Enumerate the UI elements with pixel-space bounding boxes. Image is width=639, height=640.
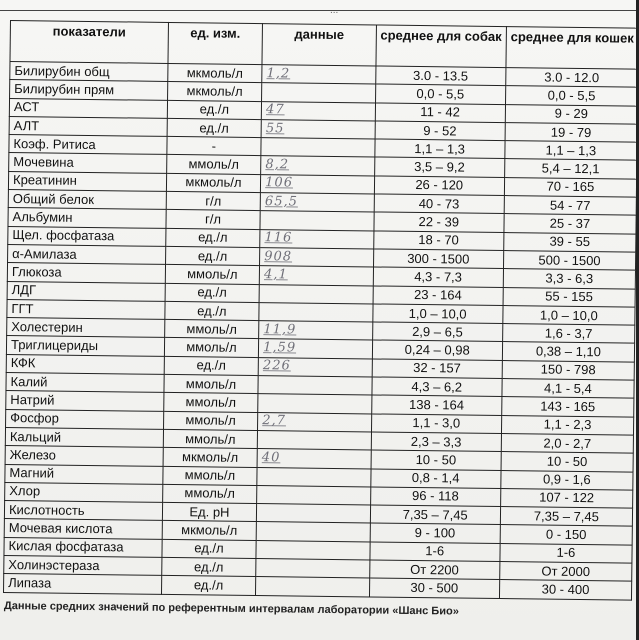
unit-cell: ммоль/л [164, 338, 259, 357]
header-cats-average: среднее для кошек [506, 27, 639, 70]
unit-cell: ед./л [165, 283, 260, 302]
parameter-cell: Альбумин [8, 208, 166, 228]
cat-range-cell: 54 - 77 [504, 196, 636, 216]
dog-range-cell: 10 - 50 [371, 450, 501, 470]
header-unit: ед. изм. [168, 22, 263, 64]
cat-range-cell: 1-6 [500, 543, 632, 563]
header-dogs-average: среднее для собак [376, 25, 507, 68]
data-cell: 4,1 [259, 266, 373, 286]
cat-range-cell: 0,0 - 5,5 [505, 86, 637, 106]
data-cell [260, 211, 374, 231]
cat-range-cell: 2,0 - 2,7 [501, 433, 633, 453]
data-cell [262, 83, 376, 103]
data-cell [261, 138, 375, 158]
data-cell: 47 [261, 101, 375, 121]
cat-range-cell: 0,9 - 1,6 [501, 470, 633, 490]
dog-range-cell: 9 - 100 [370, 523, 500, 543]
unit-cell: ммоль/л [162, 484, 257, 503]
data-cell: 65,5 [260, 193, 374, 213]
data-cell: 1,2 [262, 65, 376, 85]
cat-range-cell: 150 - 798 [502, 360, 634, 380]
unit-cell: мкмоль/л [167, 63, 262, 82]
parameter-cell: Щел. фосфатаза [8, 226, 166, 246]
unit-cell: мкмоль/л [163, 448, 258, 467]
cat-range-cell: 107 - 122 [500, 488, 632, 508]
cat-range-cell: 5,4 – 12,1 [504, 159, 636, 179]
data-cell [256, 540, 370, 560]
cat-range-cell: 7,35 – 7,45 [500, 507, 632, 527]
unit-cell: ед./л [167, 118, 262, 137]
data-cell [257, 467, 371, 487]
dog-range-cell: 3.0 - 13.5 [375, 66, 505, 86]
cat-range-cell: 0 - 150 [500, 525, 632, 545]
data-cell: 1,59 [259, 339, 373, 359]
parameter-cell: Глюкоза [7, 263, 165, 283]
parameter-cell: Коэф. Ритиса [9, 135, 167, 155]
cat-range-cell: 500 - 1500 [503, 251, 635, 271]
unit-cell: ед./л [164, 356, 259, 375]
unit-cell: мкмоль/л [166, 173, 261, 192]
dog-range-cell: 138 - 164 [371, 395, 501, 415]
dog-range-cell: 18 - 70 [373, 231, 503, 251]
cat-range-cell: 1,6 - 3,7 [502, 324, 634, 344]
data-cell: 908 [260, 248, 374, 268]
parameter-cell: Фосфор [6, 409, 164, 429]
cat-range-cell: 19 - 79 [505, 122, 637, 142]
data-cell: 2,7 [258, 412, 372, 432]
parameter-cell: Билирубин общ [10, 62, 168, 82]
parameter-cell: Холинэстераза [4, 555, 162, 575]
cat-range-cell: 0,38 – 1,10 [502, 342, 634, 362]
dog-range-cell: 1,1 – 1,3 [374, 139, 504, 159]
dog-range-cell: 7,35 – 7,45 [370, 505, 500, 525]
parameter-cell: Кислотность [4, 501, 162, 521]
unit-cell: ед./л [162, 539, 257, 558]
data-cell [256, 577, 370, 597]
parameter-cell: Билирубин прям [10, 80, 168, 100]
data-cell: 116 [260, 229, 374, 249]
dog-range-cell: 22 - 39 [374, 212, 504, 232]
parameter-cell: Кислая фосфатаза [4, 537, 162, 557]
dog-range-cell: 4,3 - 7,3 [373, 267, 503, 287]
cat-range-cell: 10 - 50 [501, 452, 633, 472]
dog-range-cell: 0,0 - 5,5 [375, 84, 505, 104]
unit-cell: ед./л [165, 246, 260, 265]
data-cell: 11,9 [259, 321, 373, 341]
parameter-cell: Натрий [6, 391, 164, 411]
dog-range-cell: 2,3 – 3,3 [371, 432, 501, 452]
parameter-cell: АЛТ [9, 116, 167, 136]
dog-range-cell: 0,24 – 0,98 [372, 340, 502, 360]
cat-range-cell: 9 - 29 [505, 104, 637, 124]
header-data: данные [262, 24, 376, 66]
cat-range-cell: 55 - 155 [503, 287, 635, 307]
unit-cell: ед./л [165, 228, 260, 247]
data-cell: 226 [258, 357, 372, 377]
dog-range-cell: 2,9 – 6,5 [372, 322, 502, 342]
dog-range-cell: 1-6 [370, 542, 500, 562]
data-cell: 8,2 [261, 156, 375, 176]
data-cell [257, 504, 371, 524]
dog-range-cell: 0,8 - 1,4 [370, 468, 500, 488]
unit-cell: - [167, 137, 262, 156]
unit-cell: ммоль/л [163, 393, 258, 412]
dog-range-cell: 11 - 42 [375, 103, 505, 123]
unit-cell: ммоль/л [163, 466, 258, 485]
unit-cell: ммоль/л [164, 320, 259, 339]
cat-range-cell: 4,1 - 5,4 [502, 379, 634, 399]
unit-cell: ед./л [161, 557, 256, 576]
cat-range-cell: От 2000 [500, 562, 632, 582]
data-cell [257, 485, 371, 505]
parameter-cell: Липаза [4, 574, 162, 594]
data-cell [258, 376, 372, 396]
data-cell: 55 [261, 119, 375, 139]
dog-range-cell: 96 - 118 [370, 487, 500, 507]
data-cell: 40 [257, 449, 371, 469]
data-cell [257, 430, 371, 450]
parameter-cell: КФК [6, 354, 164, 374]
parameter-cell: Магний [5, 464, 163, 484]
dog-range-cell: 1,0 – 10,0 [372, 304, 502, 324]
unit-cell: ммоль/л [164, 374, 259, 393]
dog-range-cell: 23 - 164 [373, 286, 503, 306]
parameter-cell: α-Амилаза [8, 244, 166, 264]
cat-range-cell: 1,1 – 1,3 [505, 141, 637, 161]
parameter-cell: Триглицериды [6, 336, 164, 356]
parameter-cell: ГГТ [7, 299, 165, 319]
data-cell [256, 559, 370, 579]
dog-range-cell: 32 - 157 [372, 359, 502, 379]
cat-range-cell: 1,0 – 10,0 [503, 305, 635, 325]
cat-range-cell: 143 - 165 [502, 397, 634, 417]
reference-values-table [3, 20, 639, 600]
parameter-cell: Мочевина [9, 153, 167, 173]
dog-range-cell: 1,1 - 3,0 [371, 414, 501, 434]
unit-cell: ед./л [161, 576, 256, 595]
dog-range-cell: 40 - 73 [374, 194, 504, 214]
dog-range-cell: 9 - 52 [375, 121, 505, 141]
unit-cell: мкмоль/л [167, 82, 262, 101]
parameter-cell: Креатинин [8, 171, 166, 191]
unit-cell: г/л [166, 191, 261, 210]
unit-cell: ммоль/л [166, 155, 261, 174]
parameter-cell: Калий [6, 373, 164, 393]
cat-range-cell: 1,1 - 2,3 [501, 415, 633, 435]
unit-cell: ммоль/л [163, 411, 258, 430]
table-body [4, 62, 638, 600]
cat-range-cell: 3,3 - 6,3 [503, 269, 635, 289]
parameter-cell: Холестерин [7, 318, 165, 338]
data-cell [259, 284, 373, 304]
parameter-cell: Железо [5, 446, 163, 466]
data-cell [258, 394, 372, 414]
dog-range-cell: 30 - 500 [369, 578, 499, 598]
parameter-cell: Мочевая кислота [4, 519, 162, 539]
unit-cell: мкмоль/л [162, 521, 257, 540]
unit-cell: Ед. pH [162, 503, 257, 522]
unit-cell: г/л [166, 210, 261, 229]
parameter-cell: АСТ [9, 98, 167, 118]
unit-cell: ммоль/л [165, 265, 260, 284]
dog-range-cell: 26 - 120 [374, 176, 504, 196]
top-cut-text: ... [330, 5, 339, 16]
cat-range-cell: 30 - 400 [499, 580, 631, 600]
dog-range-cell: От 2200 [369, 560, 499, 580]
cat-range-cell: 70 - 165 [504, 177, 636, 197]
parameter-cell: Кальций [5, 427, 163, 447]
data-cell: 106 [261, 174, 375, 194]
data-cell [259, 302, 373, 322]
parameter-cell: Общий белок [8, 190, 166, 210]
dog-range-cell: 300 - 1500 [373, 249, 503, 269]
dog-range-cell: 3,5 – 9,2 [374, 157, 504, 177]
cat-range-cell: 39 - 55 [504, 232, 636, 252]
top-border-line [0, 5, 639, 16]
unit-cell: ед./л [167, 100, 262, 119]
parameter-cell: ЛДГ [7, 281, 165, 301]
cat-range-cell: 25 - 37 [504, 214, 636, 234]
unit-cell: ед./л [165, 301, 260, 320]
header-parameter: показатели [10, 21, 168, 64]
footnote: Данные средних значений по референтным интервалам лаборатории «Шанс Био» [3, 600, 459, 618]
parameter-cell: Хлор [5, 482, 163, 502]
dog-range-cell: 4,3 – 6,2 [372, 377, 502, 397]
unit-cell: ммоль/л [163, 429, 258, 448]
data-cell [256, 522, 370, 542]
cat-range-cell: 3.0 - 12.0 [506, 68, 638, 88]
